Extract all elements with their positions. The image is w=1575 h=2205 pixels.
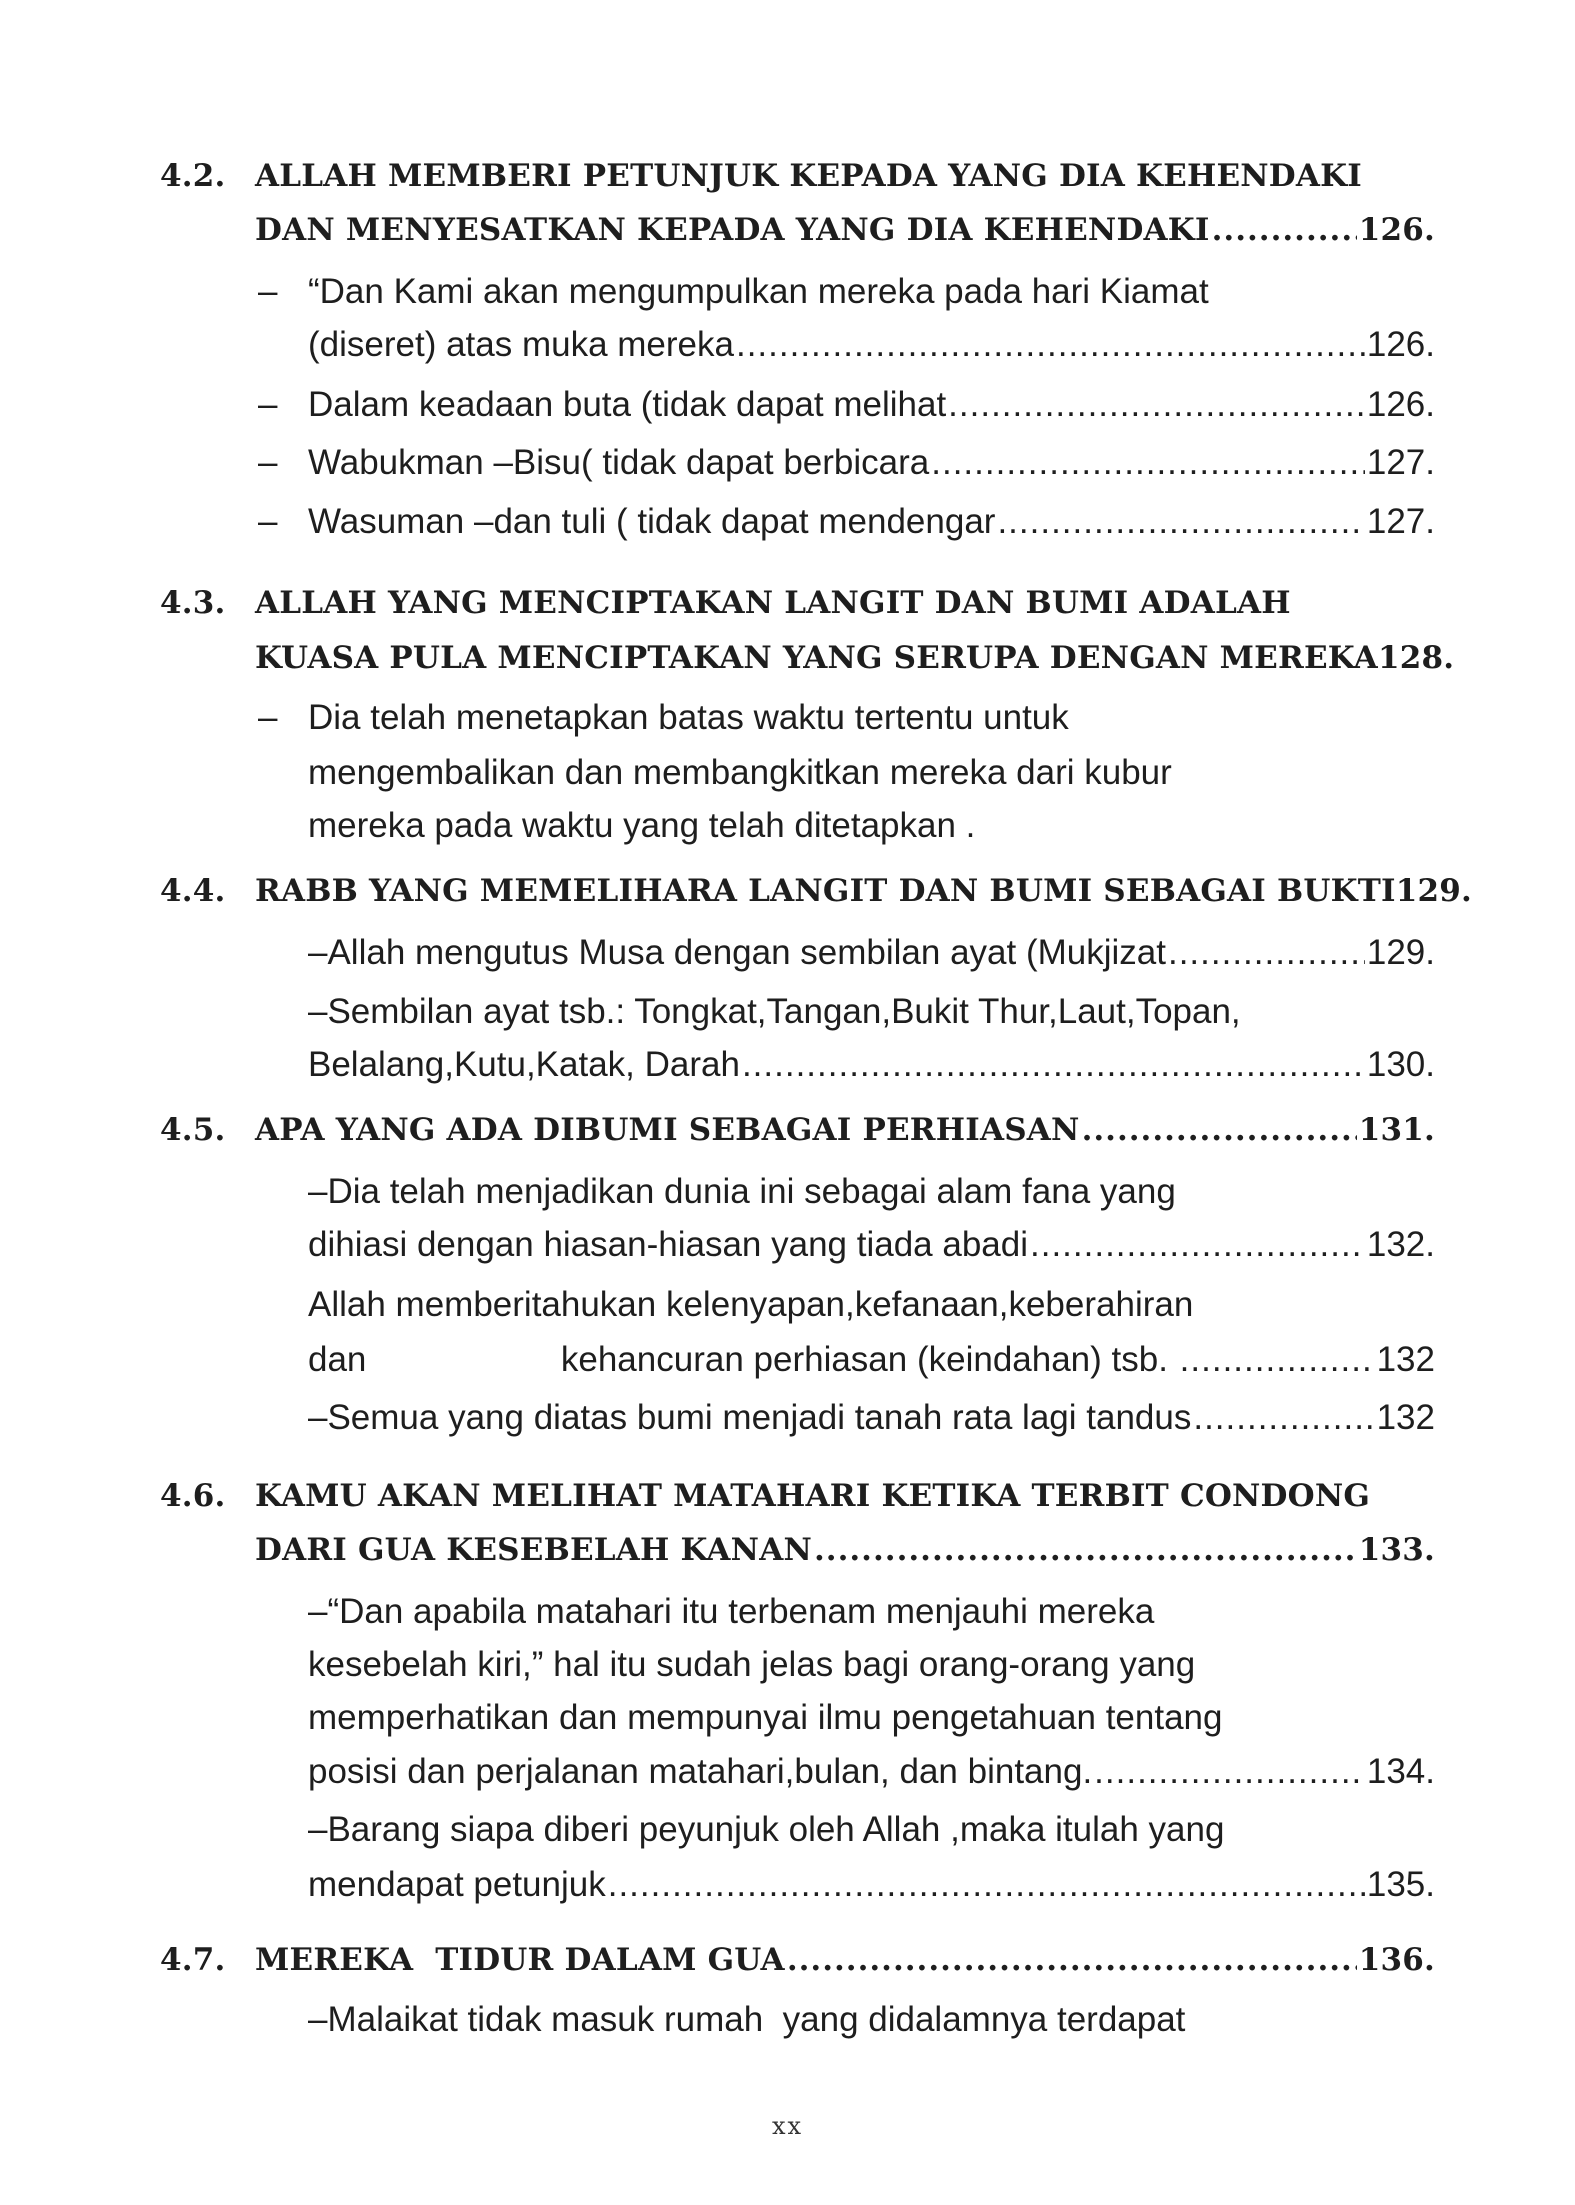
dot-leader (814, 1532, 1357, 1568)
page-number: 134. (1366, 1752, 1435, 1791)
toc-subentry (0, 385, 1575, 447)
dot-leader (1193, 1398, 1374, 1438)
section-title: ALLAH YANG MENCIPTAKAN LANGIT DAN BUMI ADALAH (255, 585, 1291, 621)
toc-entry (308, 325, 1435, 365)
toc-subentry (0, 806, 1575, 868)
entry-text: Wabukman –Bisu( tidak dapat berbicara (308, 443, 930, 482)
toc-entry (308, 443, 1435, 483)
toc-entry (255, 873, 1473, 909)
entry-text: Dia telah menetapkan batas waktu tertentu untuk (308, 698, 1069, 737)
entry-text: –Barang siapa diberi peyunjuk oleh Allah ,maka itulah yang (308, 1810, 1225, 1849)
toc-entry (255, 640, 1455, 676)
toc-entry (308, 1340, 1435, 1380)
toc-subentry (0, 1865, 1575, 1927)
section-heading (0, 158, 1575, 220)
entry-text: –“Dan apabila matahari itu terbenam menjauhi mereka (308, 1592, 1155, 1631)
dot-leader (1082, 1112, 1357, 1148)
dot-leader (1168, 933, 1365, 973)
toc-subentry (0, 325, 1575, 387)
toc-entry (308, 1752, 1435, 1792)
toc-entry (308, 385, 1435, 425)
page-number: 127. (1366, 443, 1435, 482)
bullet-dash: – (258, 443, 278, 482)
entry-text: Dalam keadaan buta (tidak dapat melihat (308, 385, 947, 424)
entry-text: Allah memberitahukan kelenyapan,kefanaan,keberahiran (308, 1285, 1194, 1324)
dot-leader (1212, 212, 1357, 248)
section-number: 4.3. (160, 585, 226, 621)
toc-subentry (0, 1285, 1575, 1347)
section-heading (0, 640, 1575, 702)
bullet-dash: – (258, 502, 278, 541)
page-number: 132. (1366, 1225, 1435, 1264)
toc-subentry (0, 502, 1575, 564)
dot-leader (1180, 1340, 1375, 1380)
entry-text: dihiasi dengan hiasan-hiasan yang tiada abadi (308, 1225, 1028, 1264)
section-title: APA YANG ADA DIBUMI SEBAGAI PERHIASAN (255, 1112, 1080, 1148)
page-number: 129. (1366, 933, 1435, 972)
dot-leader (931, 443, 1365, 483)
section-heading (0, 1112, 1575, 1174)
section-title: RABB YANG MEMELIHARA LANGIT DAN BUMI SEBAGAI BUKTI (255, 873, 1396, 909)
toc-entry (308, 502, 1435, 542)
toc-entry (255, 1942, 1435, 1978)
page-number: 130. (1366, 1045, 1435, 1084)
entry-text: memperhatikan dan mempunyai ilmu pengetahuan tentang (308, 1698, 1223, 1737)
page-number: 136. (1358, 1942, 1435, 1978)
toc-subentry (0, 1810, 1575, 1872)
page-number: 132 (1376, 1340, 1435, 1379)
section-number: 4.7. (160, 1942, 226, 1978)
toc-subentry (0, 698, 1575, 760)
toc-subentry (0, 2000, 1575, 2062)
section-heading (0, 1478, 1575, 1540)
toc-subentry (0, 443, 1575, 505)
toc-subentry (0, 1045, 1575, 1107)
entry-text: Belalang,Kutu,Katak, Darah (308, 1045, 740, 1084)
toc-subentry (0, 1752, 1575, 1814)
toc-entry (308, 1225, 1435, 1265)
section-title: KAMU AKAN MELIHAT MATAHARI KETIKA TERBIT CONDONG (255, 1478, 1371, 1514)
toc-entry (255, 212, 1435, 248)
entry-text: mengembalikan dan membangkitkan mereka dari kubur (308, 753, 1172, 792)
section-heading (0, 212, 1575, 274)
entry-text: mereka pada waktu yang telah ditetapkan . (308, 806, 976, 845)
section-heading (0, 585, 1575, 647)
dot-leader (608, 1865, 1365, 1905)
entry-text: mendapat petunjuk (308, 1865, 606, 1904)
toc-subentry (0, 1340, 1575, 1402)
toc-subentry (0, 1225, 1575, 1287)
entry-text: –Sembilan ayat tsb.: Tongkat,Tangan,Bukit Thur,Laut,Topan, (308, 992, 1241, 1031)
page-number: 126. (1366, 325, 1435, 364)
entry-text: –Malaikat tidak masuk rumah yang didalamnya terdapat (308, 2000, 1186, 2039)
toc-entry (255, 1532, 1435, 1568)
toc-entry (308, 1045, 1435, 1085)
section-number: 4.6. (160, 1478, 226, 1514)
toc-subentry (0, 933, 1575, 995)
toc-subentry (0, 1398, 1575, 1460)
dot-leader (997, 502, 1364, 542)
section-title: MEREKA TIDUR DALAM GUA (255, 1942, 785, 1978)
dot-leader (787, 1942, 1357, 1978)
page-number: 127. (1366, 502, 1435, 541)
page-number: 128. (1377, 640, 1455, 676)
entry-text: –Semua yang diatas bumi menjadi tanah rata lagi tandus (308, 1398, 1192, 1437)
section-title: ALLAH MEMBERI PETUNJUK KEPADA YANG DIA KEHENDAKI (255, 158, 1362, 194)
toc-entry (308, 1398, 1435, 1438)
section-title: KUASA PULA MENCIPTAKAN YANG SERUPA DENGAN MEREKA (255, 640, 1378, 676)
page-number: 133. (1358, 1532, 1435, 1568)
entry-text: “Dan Kami akan mengumpulkan mereka pada hari Kiamat (308, 272, 1209, 311)
page-footer-number: xx (771, 2112, 804, 2140)
section-title: DAN MENYESATKAN KEPADA YANG DIA KEHENDAKI (255, 212, 1210, 248)
bullet-dash: – (258, 385, 278, 424)
toc-subentry (0, 1698, 1575, 1760)
section-heading (0, 873, 1575, 935)
toc-entry (308, 1865, 1435, 1905)
page-number: 126. (1366, 385, 1435, 424)
entry-text: (diseret) atas muka mereka (308, 325, 734, 364)
page-number: 135. (1366, 1865, 1435, 1904)
entry-text: –Allah mengutus Musa dengan sembilan ayat (Mukjizat (308, 933, 1166, 972)
section-number: 4.5. (160, 1112, 226, 1148)
section-heading (0, 1532, 1575, 1594)
dot-leader (736, 325, 1365, 365)
entry-text: posisi dan perjalanan matahari,bulan, dan bintang. (308, 1752, 1093, 1791)
section-number: 4.2. (160, 158, 226, 194)
page-number: 132 (1376, 1398, 1435, 1437)
section-heading (0, 1942, 1575, 2004)
dot-leader (742, 1045, 1365, 1085)
dot-leader (1030, 1225, 1365, 1265)
entry-text: dan kehancuran perhiasan (keindahan) tsb. (308, 1340, 1178, 1379)
dot-leader (948, 385, 1365, 425)
page-number: 126. (1358, 212, 1435, 248)
bullet-dash: – (258, 272, 278, 311)
entry-text: kesebelah kiri,” hal itu sudah jelas bagi orang-orang yang (308, 1645, 1196, 1684)
section-title: DARI GUA KESEBELAH KANAN (255, 1532, 813, 1568)
dot-leader (1094, 1752, 1365, 1792)
toc-entry (308, 933, 1435, 973)
page-number: 129. (1395, 873, 1473, 909)
entry-text: –Dia telah menjadikan dunia ini sebagai alam fana yang (308, 1172, 1176, 1211)
toc-entry (255, 1112, 1435, 1148)
entry-text: Wasuman –dan tuli ( tidak dapat mendengar (308, 502, 996, 541)
section-number: 4.4. (160, 873, 226, 909)
page-number: 131. (1358, 1112, 1435, 1148)
bullet-dash: – (258, 698, 278, 737)
